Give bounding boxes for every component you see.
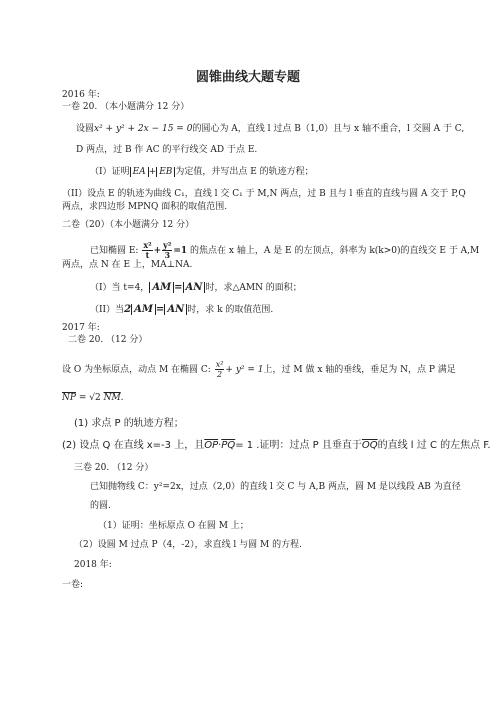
- problem2-heading: 二卷（20）（本小题满分 12 分）: [62, 220, 195, 230]
- year-2017: 2017 年:: [62, 323, 100, 333]
- problem1-part2-line2: 两点，求四边形 MPNQ 面积的取值范围.: [62, 202, 228, 212]
- abs-AN-2: AN: [164, 304, 187, 315]
- problem2-part2: （II）当2 AM = AN 时，求 k 的取值范围.: [90, 304, 274, 315]
- problem2-line1-post: 的焦点在 x 轴上，A 是 E 的左顶点，斜率为 k(k>0)的直线交 E 于 A,M: [190, 246, 480, 256]
- vector-OP: $\overline{OP}$: [204, 440, 219, 451]
- abs-AM-2: AM: [131, 304, 156, 315]
- vector-PQ: $\overline{PQ}$: [221, 440, 236, 451]
- problem3-heading: 二卷 20. （12 分）: [68, 335, 148, 345]
- equation-rhs: =1: [173, 246, 188, 256]
- fraction-y2-3: $\frac{\text{y²}}{3}$: [163, 240, 172, 260]
- problem4-part1: （1）证明：坐标原点 O 在圆 M 上；: [98, 521, 249, 531]
- problem3-part1: (1) 求点 P 的轨迹方程；: [74, 418, 184, 429]
- problem3-line1: 设 O 为坐标原点，动点 M 在椭圆 C: $\frac{\text{x²}}{2}$ + y² = 1上，过 M 做 x 轴的垂线，垂足为 N，点 P 满足: [62, 360, 456, 379]
- problem1-part1-pre: （I）证明: [90, 167, 130, 177]
- problem2-line2: 两点，点 N 在 E 上，MA⊥NA.: [62, 260, 193, 270]
- problem4-line2: 的圆.: [90, 501, 111, 511]
- problem1-line1: [76, 123, 464, 135]
- problem1-part2-line1: （II）设点 E 的轨迹为曲线 C₁，直线 l 交 C₁ 于 M,N 两点，过 B 且与 l 垂直的直线与圆 A 交于 P,Q: [62, 189, 466, 199]
- circle-equation: x² + y² + 2x − 15 = 0: [94, 124, 193, 134]
- problem3-line2: $\overline{NP} = √2$ $\overline{NM}$.: [62, 393, 124, 403]
- abs-EB: EB: [156, 167, 175, 177]
- problem2-part1: （I）当 t=4， AM = AN 时，求△AMN 的面积；: [90, 282, 302, 293]
- problem1-line1-pre: 设圆: [76, 124, 95, 134]
- abs-AM: AM: [149, 282, 174, 293]
- year-2018: 2018 年:: [74, 560, 112, 570]
- problem5-heading: 一卷:: [62, 580, 84, 590]
- vector-NM: $\overline{NM}$: [103, 393, 121, 403]
- fraction-x2-t: $\frac{\text{x²}}{t}$: [143, 240, 152, 260]
- problem2-line1: 已知椭圆 E: $\frac{\text{x²}}{t}$ + $\frac{\text{y²}}{3}$ =1 的焦点在 x 轴上，A 是 E 的左顶点，斜率为 k(k>0)的直线交 E 于 A,M: [90, 240, 480, 260]
- problem1-line1-post: 的圆心为 A，直线 l 过点 B（1,0）且与 x 轴不重合，l 交圆 A 于 C,: [192, 124, 465, 134]
- problem1-line2: D 两点，过 B 作 AC 的平行线交 AD 于点 E.: [76, 145, 258, 155]
- abs-AN: AN: [183, 282, 206, 293]
- vector-OQ: $\overline{OQ}$: [361, 440, 378, 451]
- year-2016: 2016 年:: [62, 90, 100, 100]
- problem1-heading: 一卷 20. （本小题满分 12 分）: [62, 102, 190, 112]
- problem2-line1-pre: 已知椭圆 E:: [90, 246, 139, 256]
- problem4-part2: （2）设圆 M 过点 P（4，-2），求直线 l 与圆 M 的方程.: [74, 540, 302, 550]
- problem4-heading: 三卷 20. （12 分）: [74, 463, 154, 473]
- problem1-part1: （I）证明 EA + EB 为定值，并写出点 E 的轨迹方程；: [90, 167, 314, 177]
- ellipse-eq: + y² = 1: [225, 365, 264, 375]
- abs-EA: EA: [130, 167, 149, 177]
- problem3-part2: (2) 设点 Q 在直线 x=-3 上，且$\overline{OP}\cdot\overline{PQ}= 1$ .证明：过点 P 且垂直于$\overline{OQ}$的直线 l 过 C 的左焦点 F.: [62, 440, 491, 451]
- page-title: 圆锥曲线大题专题: [195, 70, 300, 85]
- problem1-part1-post: 为定值，并写出点 E 的轨迹方程；: [175, 167, 314, 177]
- vector-NP: $\overline{NP}$: [62, 393, 76, 403]
- fraction-x2-2: $\frac{\text{x²}}{2}$: [215, 360, 224, 379]
- problem4-line1: 已知抛物线 C：y²=2x，过点（2,0）的直线 l 交 C 与 A,B 两点，圆 M 是以线段 AB 为直径: [90, 482, 461, 492]
